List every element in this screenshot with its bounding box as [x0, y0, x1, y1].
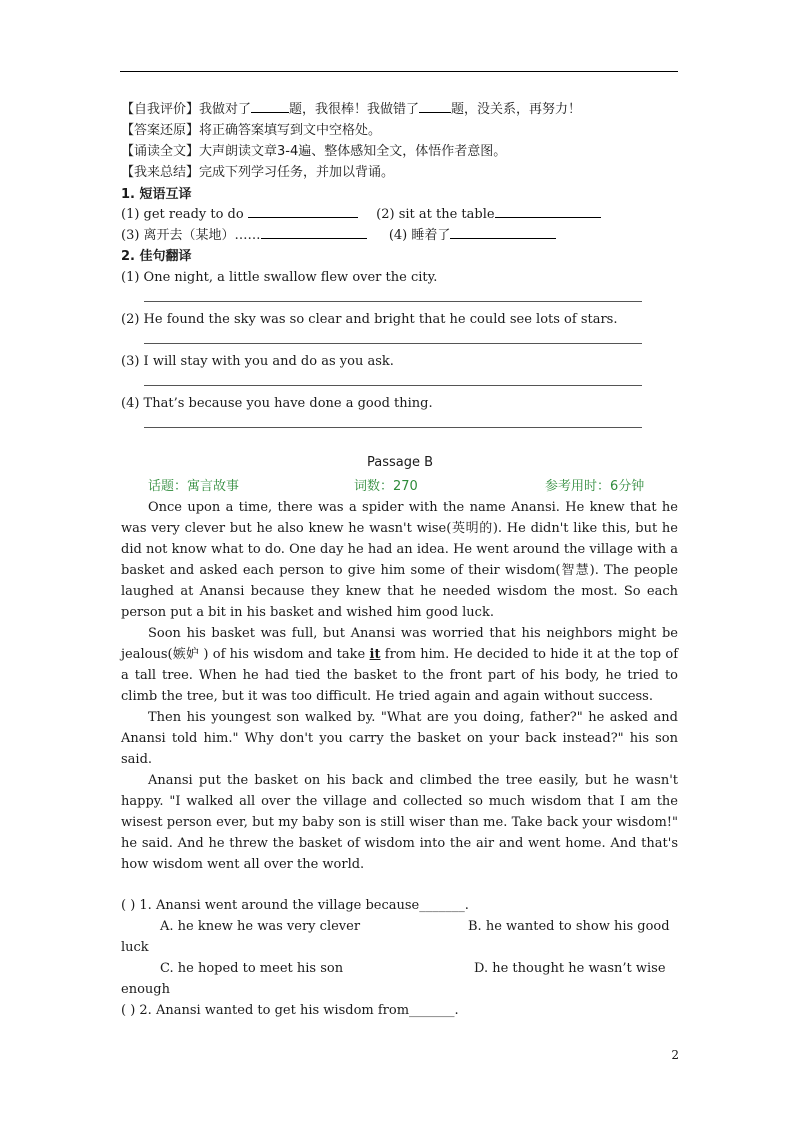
paragraph-2: Soon his basket was full, but Anansi was worried that his neighbors might be jealous(嫉妒 ) of his wisdom and take it from him. He decided to hide it at the top of a tall tree. When he had tied the basket to the front part of his body, he tried to climb the tree, but it was too difficult. He tried again and again without success.	[121, 626, 679, 704]
phrase-row-1: (1) get ready to do (2) sit at the table	[121, 204, 601, 225]
passage-topic: 话题：寓言故事	[148, 479, 240, 494]
passage-word-count: 词数：270	[354, 479, 418, 494]
correct-count-blank[interactable]	[251, 100, 289, 113]
passage-body	[121, 497, 678, 875]
question-1-option-c[interactable]: C. he hoped to meet his son	[160, 961, 344, 976]
passage-reading-time: 参考用时：6分钟	[545, 479, 645, 494]
sentence-1: (1) One night, a little swallow flew over the city.	[121, 270, 438, 285]
self-eval-line: 【自我评价】我做对了 题，我很棒！我做错了 题，没关系，再努力！	[121, 102, 582, 117]
sentences-heading: 2. 佳句翻译	[121, 249, 192, 264]
question-1-option-a[interactable]: A. he knew he was very clever	[160, 919, 361, 934]
question-2-stem: ( ) 2. Anansi wanted to get his wisdom from_______.	[121, 1003, 459, 1018]
phrase-answer-4[interactable]	[450, 226, 556, 239]
paragraph-1: Once upon a time, there was a spider with the name Anansi. He knew that he was very clever but he also knew he wasn't wise(英明的). He didn't like this, but he did not know what to do. One day he had an idea. He went around the village with a basket and asked each person to give him some of their wisdom(智慧). The people laughed at Anansi because they knew that he needed wisdom the most. So each person put a bit in his basket and wished him good luck.	[121, 500, 678, 620]
underlined-word-it: it	[369, 647, 381, 662]
question-1-option-b[interactable]: B. he wanted to show his good	[468, 919, 670, 934]
phrases-heading: 1. 短语互译	[121, 187, 192, 202]
sentence-2-answer-line[interactable]	[144, 343, 642, 344]
paragraph-4: Anansi put the basket on his back and climbed the tree easily, but he wasn't happy. "I walked all over the village and collected so much wisdom that I am the wisest person ever, but my baby son is still wiser than me. Take back your wisdom!" he said. And he threw the basket of wisdom into the air and went home. And that's how wisdom went all over the world.	[121, 773, 678, 872]
page-number: 2	[671, 1048, 679, 1062]
passage-title: Passage B	[366, 455, 434, 470]
phrase-row-2: (3) 离开去（某地）…… (4) 睡着了	[121, 225, 556, 246]
sentence-4: (4) That’s because you have done a good thing.	[121, 396, 433, 411]
sentence-4-answer-line[interactable]	[144, 427, 642, 428]
sentence-3-answer-line[interactable]	[144, 385, 642, 386]
phrase-answer-2[interactable]	[495, 205, 601, 218]
summary-line: 【我来总结】完成下列学习任务，并加以背诵。	[121, 165, 395, 180]
header-rule	[120, 71, 678, 72]
question-1-option-d[interactable]: D. he thought he wasn’t wise	[474, 961, 666, 976]
wrong-count-blank[interactable]	[419, 100, 451, 113]
question-1-option-b-cont: luck	[121, 940, 149, 955]
question-1-stem: ( ) 1. Anansi went around the village because_______.	[121, 898, 469, 913]
read-aloud-line: 【诵读全文】大声朗读文章3-4遍、整体感知全文，体悟作者意图。	[121, 144, 507, 159]
sentence-3: (3) I will stay with you and do as you ask.	[121, 354, 394, 369]
sentence-1-answer-line[interactable]	[144, 301, 642, 302]
phrase-answer-3[interactable]	[261, 226, 367, 239]
question-1-option-d-cont: enough	[121, 982, 170, 997]
paragraph-3: Then his youngest son walked by. "What are you doing, father?" he asked and Anansi told him." Why don't you carry the basket on your back instead?" his son said.	[121, 710, 678, 767]
answer-restore-line: 【答案还原】将正确答案填写到文中空格处。	[121, 123, 382, 138]
sentence-2: (2) He found the sky was so clear and bright that he could see lots of stars.	[121, 312, 618, 327]
phrase-answer-1[interactable]	[248, 205, 358, 218]
